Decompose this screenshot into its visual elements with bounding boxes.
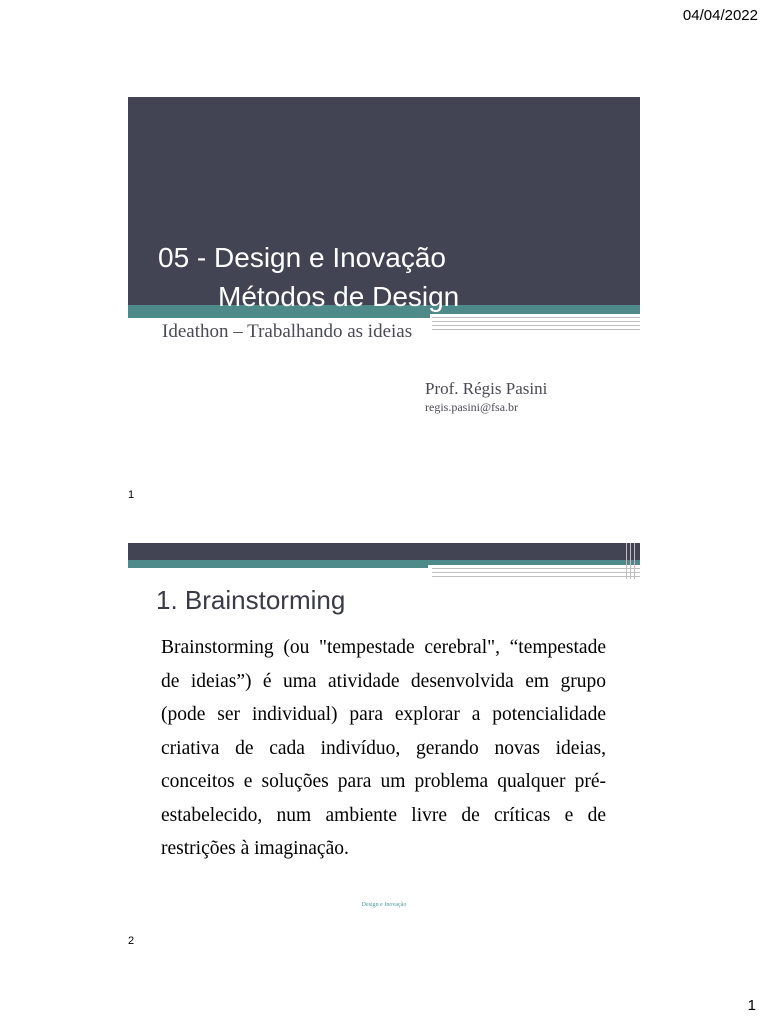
decorative-line [634,543,635,579]
author-email: regis.pasini@fsa.br [425,400,519,414]
decorative-line [432,329,640,330]
slide-subtitle: Ideathon – Trabalhando as ideias [162,321,413,342]
decorative-line [432,572,640,573]
accent-bar-lower [128,565,428,568]
author-name: Prof. Régis Pasini [425,379,548,398]
decorative-line [432,321,640,322]
title-line-1: 05 - Design e Inovação [158,242,446,273]
slide-number-2: 2 [128,935,135,947]
slide-1 [128,97,640,457]
decorative-line [432,325,640,326]
header-bar [128,543,640,560]
slide-footer: Design e Inovação [361,902,407,908]
decorative-line [432,317,640,318]
decorative-line [432,576,640,577]
title-line-2: Métodos de Design [218,281,460,312]
decorative-line [432,568,640,569]
handout-date: 04/04/2022 [682,7,758,24]
slide-heading: 1. Brainstorming [156,585,346,615]
slide-number-1: 1 [128,489,135,501]
slide-body-text: Brainstorming (ou "tempestade cerebral", “tempestade de ideias”) é uma atividade desenvolvida em grupo (pode ser individual) para explorar a potencialidade criativa de cada indivíduo, gerando novas ideias, conceitos e soluções para um problema qualquer pré-estabelecido, num ambiente livre de críticas e de restrições à imaginação. [161,637,606,859]
page-number: 1 [747,997,756,1014]
slide-title [158,238,459,316]
decorative-line [626,543,627,579]
decorative-line [630,543,631,579]
slide-2 [128,543,640,921]
